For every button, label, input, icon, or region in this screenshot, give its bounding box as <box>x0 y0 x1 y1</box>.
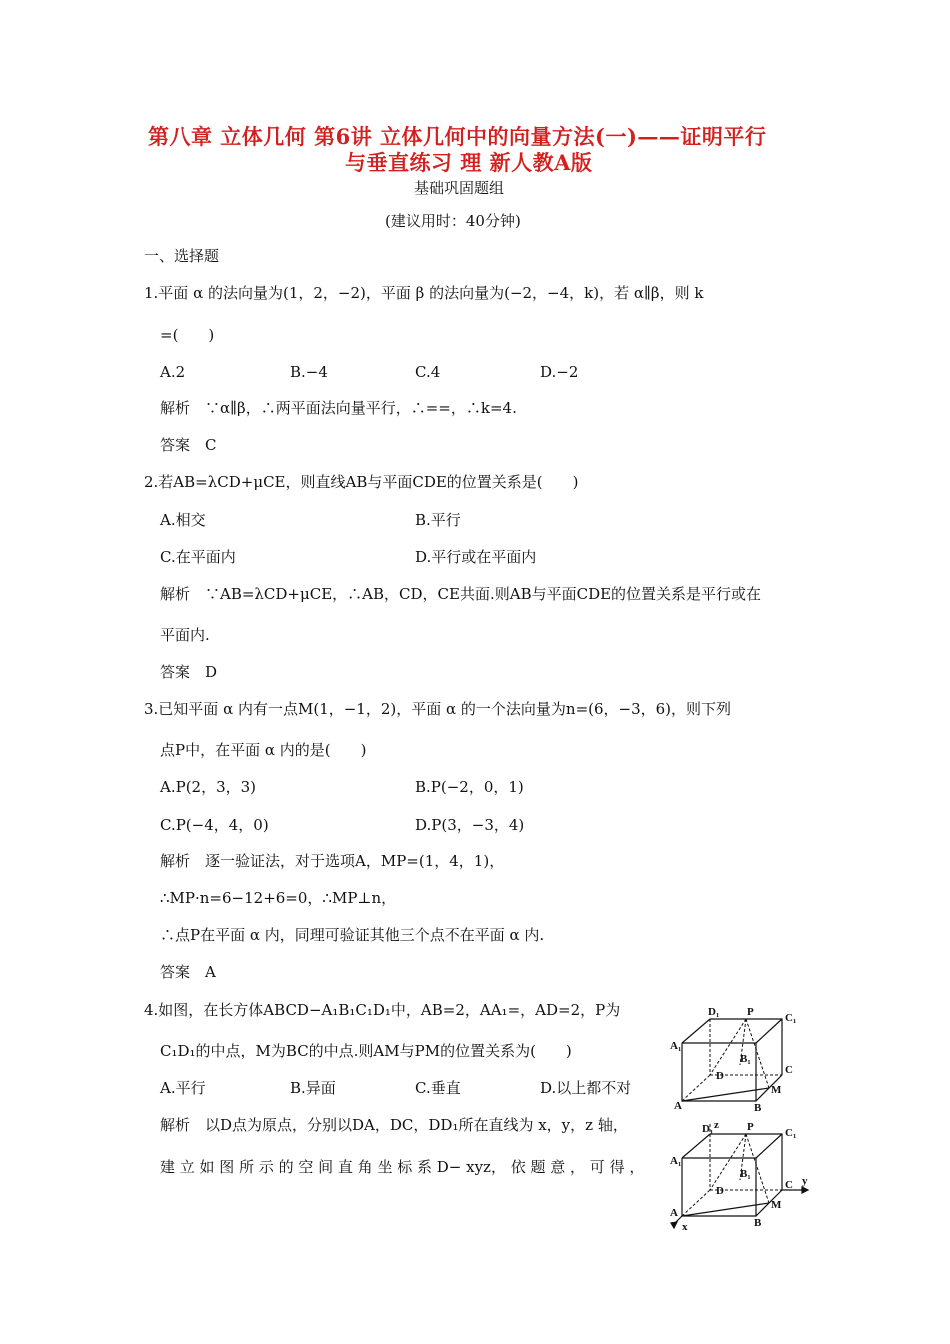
q4-option-d: D.以上都不对 <box>540 1079 632 1097</box>
label-d1: D₁ <box>702 1123 714 1135</box>
label-d: D <box>716 1070 724 1082</box>
q3-stem-1: 3.已知平面 α 内有一点M(1，−1，2)，平面 α 的一个法向量为n=(6，−3，6)，则下列 <box>144 700 732 718</box>
q1-option-a: A.2 <box>160 363 186 381</box>
q4-analysis-1: 解析 以D点为原点，分别以DA，DC，DD₁所在直线为 x，y，z 轴， <box>160 1116 628 1134</box>
q4-stem-1: 4.如图，在长方体ABCD−A₁B₁C₁D₁中，AB=2，AA₁=，AD=2，P为 <box>144 1001 621 1019</box>
q1-stem-2: =( ) <box>160 326 215 344</box>
q1-answer: 答案 C <box>160 436 217 454</box>
q3-option-a: A.P(2，3，3) <box>160 778 257 796</box>
label-c1: C₁ <box>785 1127 797 1139</box>
q4-stem-2: C₁D₁的中点，M为BC的中点.则AM与PM的位置关系为( ) <box>160 1042 572 1060</box>
cuboid-figure <box>668 1005 808 1113</box>
q2-option-c: C.在平面内 <box>160 548 236 566</box>
title-line-1: 第八章 立体几何 第6讲 立体几何中的向量方法(一)——证明平行 <box>148 124 767 149</box>
q4-option-b: B.异面 <box>290 1079 336 1097</box>
q3-option-c: C.P(−4，4，0) <box>160 816 269 834</box>
coordinate-figure <box>668 1120 816 1232</box>
q3-option-d: D.P(3，−3，4) <box>415 816 525 834</box>
q2-option-d: D.平行或在平面内 <box>415 548 537 566</box>
q2-analysis-1: 解析 ∵AB=λCD+μCE，∴AB，CD，CE共面.则AB与平面CDE的位置关系是平行或在 <box>160 585 762 603</box>
label-p: P <box>747 1121 754 1133</box>
q1-stem-1: 1.平面 α 的法向量为(1，2，−2)，平面 β 的法向量为(−2，−4，k)，若 α∥β，则 k <box>144 284 704 302</box>
q1-option-b: B.−4 <box>290 363 328 381</box>
label-b: B <box>754 1102 762 1113</box>
label-y: y <box>802 1175 808 1187</box>
label-m: M <box>771 1084 782 1096</box>
label-b1: B₁ <box>740 1053 751 1065</box>
q3-stem-2: 点P中，在平面 α 内的是( ) <box>160 741 367 759</box>
q3-answer: 答案 A <box>160 963 216 981</box>
q4-option-c: C.垂直 <box>415 1079 461 1097</box>
title-line-2: 与垂直练习 理 新人教A版 <box>345 150 593 175</box>
q1-option-c: C.4 <box>415 363 441 381</box>
label-c: C <box>785 1064 793 1076</box>
label-a: A <box>674 1100 682 1112</box>
label-a: A <box>670 1207 678 1219</box>
q2-option-b: B.平行 <box>415 511 461 529</box>
q4-option-a: A.平行 <box>160 1079 206 1097</box>
q2-option-a: A.相交 <box>160 511 206 529</box>
group-heading: 基础巩固题组 <box>414 179 505 197</box>
q3-analysis-1: 解析 逐一验证法，对于选项A，MP=(1，4，1)， <box>160 852 505 870</box>
label-b1: B₁ <box>740 1168 751 1180</box>
q4-analysis-2: 建 立 如 图 所 示 的 空 间 直 角 坐 标 系 D− xyz， 依 题 意 ， 可 得 ， <box>160 1158 645 1176</box>
q3-analysis-2: ∴MP·n=6−12+6=0，∴MP⊥n， <box>160 889 397 907</box>
label-a1: A₁ <box>670 1040 682 1052</box>
label-c: C <box>785 1179 793 1191</box>
label-d1: D₁ <box>708 1006 720 1018</box>
label-b: B <box>754 1217 762 1229</box>
time-hint: (建议用时：40分钟) <box>385 212 521 230</box>
section-heading: 一、选择题 <box>144 247 220 265</box>
label-d: D <box>716 1185 724 1197</box>
label-x: x <box>682 1221 688 1232</box>
q1-analysis: 解析 ∵α∥β，∴两平面法向量平行，∴==，∴k=4. <box>160 399 517 417</box>
label-p: P <box>747 1006 754 1018</box>
q1-option-d: D.−2 <box>540 363 579 381</box>
q2-analysis-2: 平面内. <box>160 626 210 644</box>
label-m: M <box>771 1199 782 1211</box>
label-z: z <box>714 1120 719 1131</box>
q3-option-b: B.P(−2，0，1) <box>415 778 524 796</box>
q2-stem: 2.若AB=λCD+μCE，则直线AB与平面CDE的位置关系是( ) <box>144 473 579 491</box>
q3-analysis-3: ∴点P在平面 α 内，同理可验证其他三个点不在平面 α 内. <box>160 926 545 944</box>
label-a1: A₁ <box>670 1155 682 1167</box>
q2-answer: 答案 D <box>160 663 218 681</box>
label-c1: C₁ <box>785 1012 797 1024</box>
